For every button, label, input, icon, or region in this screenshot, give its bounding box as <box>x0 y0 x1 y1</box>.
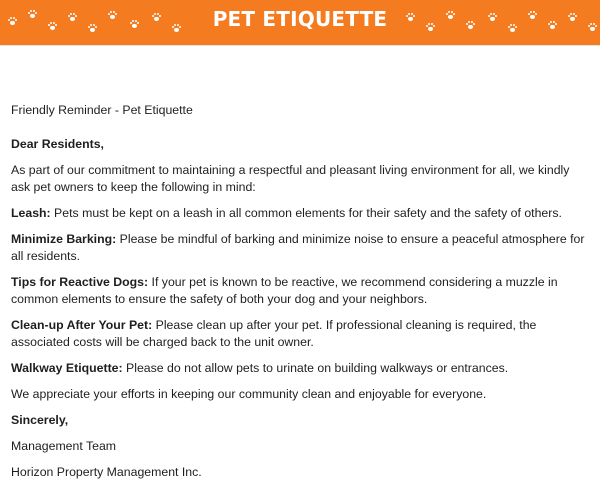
rule-title: Walkway Etiquette: <box>11 361 123 375</box>
rule-text: Please do not allow pets to urinate on building walkways or entrances. <box>122 361 509 375</box>
rule-item-leash <box>11 205 591 222</box>
paw-print-icon <box>88 24 97 33</box>
rule-item-barking <box>11 231 591 265</box>
paw-print-icon <box>568 13 577 22</box>
header-banner <box>0 0 600 45</box>
paw-print-icon <box>466 21 475 30</box>
paw-print-icon <box>108 11 117 20</box>
rule-text: Please clean up after your pet. If professional cleaning is required, the associated costs will be charged back to the unit owner. <box>11 318 537 349</box>
paw-print-icon <box>28 10 37 19</box>
signature-line-team: Management Team <box>11 439 117 453</box>
letter-body <box>11 102 591 490</box>
rule-item-reactive-dogs <box>11 274 591 308</box>
banner-title: PET ETIQUETTE <box>212 7 388 31</box>
paw-print-icon <box>48 22 57 31</box>
banner-divider <box>0 45 600 46</box>
rule-title: Clean-up After Your Pet: <box>11 318 153 332</box>
paw-print-icon <box>548 21 557 30</box>
paw-print-icon <box>8 17 17 26</box>
rule-item-walkway <box>11 360 591 377</box>
paw-print-icon <box>446 11 455 20</box>
paw-print-icon <box>508 24 517 33</box>
paw-print-icon <box>528 11 537 20</box>
rule-title: Tips for Reactive Dogs: <box>11 275 149 289</box>
letter-subject: Friendly Reminder - Pet Etiquette <box>11 103 193 117</box>
rule-text: Please be mindful of barking and minimize noise to ensure a peaceful atmosphere for all residents. <box>11 232 585 263</box>
paw-print-icon <box>406 13 415 22</box>
paw-print-icon <box>152 13 161 22</box>
rule-item-cleanup <box>11 317 591 351</box>
letter-closing: We appreciate your efforts in keeping our community clean and enjoyable for everyone. <box>11 387 487 401</box>
paw-print-icon <box>130 20 139 29</box>
rule-title: Leash: <box>11 206 51 220</box>
letter-intro: As part of our commitment to maintaining a respectful and pleasant living environment for all, we kindly ask pet owners to keep the following in mind: <box>11 163 570 194</box>
letter-sign-off: Sincerely, <box>11 413 69 427</box>
paw-print-icon <box>488 13 497 22</box>
paw-print-icon <box>426 23 435 32</box>
rule-text: Pets must be kept on a leash in all common elements for their safety and the safety of others. <box>50 206 562 220</box>
paw-print-icon <box>588 23 597 32</box>
paw-print-icon <box>172 24 181 33</box>
rule-title: Minimize Barking: <box>11 232 117 246</box>
rule-text: If your pet is known to be reactive, we recommend considering a muzzle in common elements to ensure the safety of both your dog and your neighbors. <box>11 275 558 306</box>
signature-line-company: Horizon Property Management Inc. <box>11 465 202 479</box>
letter-greeting: Dear Residents, <box>11 137 104 151</box>
paw-print-icon <box>68 13 77 22</box>
